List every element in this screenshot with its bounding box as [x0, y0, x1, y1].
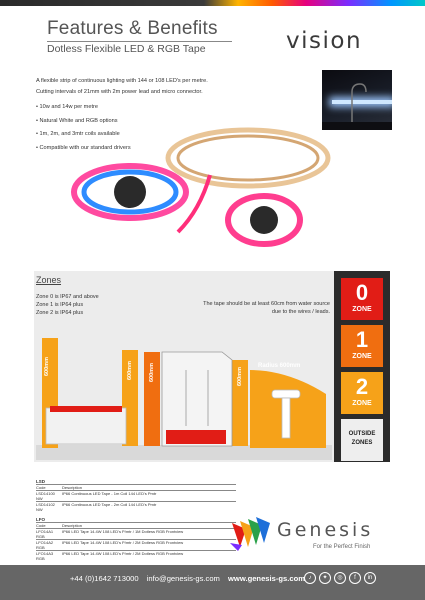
phone-number[interactable]: +44 (0)1642 713000: [70, 574, 139, 583]
product-code: LFO14A3 RGB: [36, 551, 54, 561]
intro-text: [36, 77, 306, 99]
zone0-shower-tray: [166, 430, 226, 444]
twitter-icon[interactable]: ✦: [319, 572, 331, 584]
product-description: IP66 Continuous LED Tape - 1m Coil 144 LED's Pmtr: [62, 491, 157, 496]
water-distance-note: The tape should be at least 60cm from water source due to the wires / leads.: [203, 301, 330, 315]
table-row: [36, 550, 236, 561]
zones-ratings: [36, 293, 99, 317]
zone-number: 0: [355, 280, 369, 305]
product-tables: [36, 477, 236, 561]
product-code: LFO14A1 RGB: [36, 529, 54, 539]
title-divider: [47, 41, 232, 42]
rainbow-bar: [0, 0, 425, 6]
feature-item: • Compatible with our standard drivers: [36, 142, 131, 156]
zone-0-badge: [341, 278, 383, 320]
zone-label: OUTSIDE ZONES: [348, 431, 376, 446]
zone-label: ZONE: [352, 400, 372, 407]
bathroom-zones-diagram: [36, 330, 332, 460]
column-header: Description: [62, 485, 83, 490]
zone-2-badge: [341, 372, 383, 414]
instagram-icon[interactable]: ◎: [334, 572, 346, 584]
website-link[interactable]: www.genesis-gs.com: [228, 574, 305, 583]
table-row: [36, 539, 236, 550]
warm-coil: [168, 130, 328, 186]
genesis-tagline: For the Perfect Finish: [313, 544, 371, 550]
zones-heading: Zones: [36, 275, 62, 285]
page-header: [0, 0, 425, 62]
zone0-bath-water: [50, 406, 122, 412]
basin: [272, 390, 300, 398]
dimension-label: 600mm: [237, 367, 243, 386]
zone-rating-line: Zone 2 is IP64 plus: [36, 310, 84, 316]
product-code: LFO14A2 RGB: [36, 540, 54, 550]
table-row: [36, 528, 236, 539]
intro-line: Cutting intervals of 21mm with 2m power lead and micro connector.: [36, 89, 203, 95]
tiktok-icon[interactable]: ♪: [304, 572, 316, 584]
zone-number: 1: [355, 327, 369, 352]
genesis-logo-mark: [228, 513, 272, 553]
radius-label: Radius 600mm: [258, 363, 301, 369]
facebook-icon[interactable]: f: [349, 572, 361, 584]
product-code: LSD14102 NW: [36, 502, 55, 512]
led-tape-coils-photo: [60, 120, 380, 260]
table-header-row: [36, 484, 236, 490]
product-description: IP66 Continuous LED Tape - 2m Coil 144 LED's Pmtr: [62, 502, 157, 507]
feature-item: • 1m, 2m, and 3mtr coils available: [36, 128, 131, 142]
zone-1-badge: [341, 325, 383, 367]
table-header-row: [36, 522, 236, 528]
dimension-label: 600mm: [127, 361, 133, 380]
zone-rating-line: Zone 0 is IP67 and above: [36, 294, 99, 300]
dimension-label: 600mm: [44, 357, 50, 376]
table-row: [36, 490, 236, 501]
dimension-label: 600mm: [149, 363, 155, 382]
column-header: Code: [36, 485, 46, 490]
feature-item: • Natural White and RGB options: [36, 115, 131, 129]
linkedin-icon[interactable]: in: [364, 572, 376, 584]
product-code: LSD14100 NW: [36, 491, 55, 501]
bathtub: [46, 408, 126, 444]
product-description: IP66 LED Tape 14.4W 108 LED's P/mtr / 2M Dotless RGB Frontview: [62, 551, 184, 556]
page-title: Features & Benefits: [47, 18, 218, 39]
zone-number: 2: [355, 374, 369, 399]
zone-label: ZONE: [352, 353, 372, 360]
contact-line: [70, 574, 305, 583]
outside-zones-badge: [341, 419, 383, 461]
product-description: IP66 LED Tape 14.4W 108 LED's P/mtr / 2M Dotless RGB Frontview: [62, 540, 184, 545]
table-row: [36, 501, 236, 512]
feature-item: • 10w and 14w per metre: [36, 101, 131, 115]
intro-line: A flexible strip of continuous lighting with 144 or 108 LED's per metre.: [36, 78, 208, 84]
product-description: IP66 LED Tape 14.4W 108 LED's P/mtr / 1M Dotless RGB Frontview: [62, 529, 184, 534]
column-header: Description: [62, 523, 83, 528]
genesis-wordmark: Genesis: [277, 519, 374, 541]
email-link[interactable]: info@genesis-gs.com: [146, 574, 220, 583]
table-heading: LFO: [36, 517, 45, 522]
page-subtitle: Dotless Flexible LED & RGB Tape: [47, 43, 206, 55]
zone-rating-line: Zone 1 is IP64 plus: [36, 302, 84, 308]
basin-pedestal: [282, 398, 290, 438]
table-heading: LSD: [36, 479, 45, 484]
vision-logo: vision: [286, 28, 363, 54]
zone-label: ZONE: [352, 306, 372, 313]
column-header: Code: [36, 523, 46, 528]
